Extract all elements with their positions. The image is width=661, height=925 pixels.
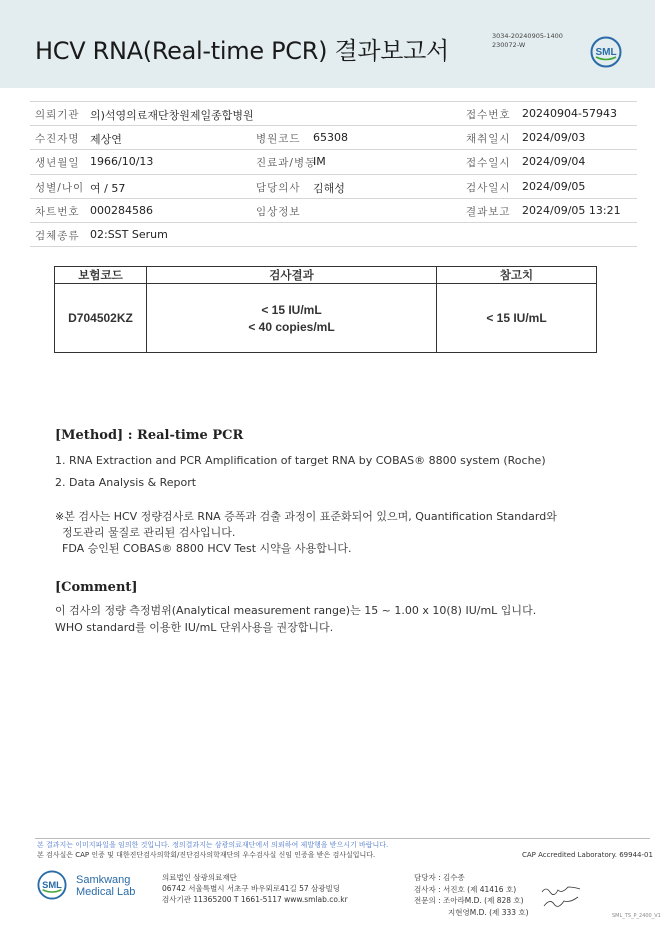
info-label: 성별/나이 [35, 181, 85, 194]
table-row [55, 284, 597, 353]
footer-divider [35, 838, 650, 839]
info-label: 접수번호 [466, 109, 511, 121]
cap-accreditation: CAP Accredited Laboratory. 69944-01 [522, 851, 653, 859]
result-copies: < 40 copies/mL [248, 319, 335, 334]
report-title: HCV RNA(Real-time PCR) 결과보고서 [35, 37, 449, 65]
insurance-code: D704502KZ [55, 284, 147, 353]
document-code-line: 3034-20240905-1400 [492, 32, 563, 40]
info-row [30, 199, 637, 223]
info-value: 2024/09/05 13:21 [522, 203, 621, 217]
method-note: ※본 검사는 HCV 정량검사로 RNA 증폭과 검출 과정이 표준화되어 있으며, Quantification Standard와 [55, 510, 557, 523]
info-label: 병원코드 [256, 133, 301, 146]
comment-line: 이 검사의 정량 측정범위(Analytical measurement range)는 15 ~ 1.00 x 10(8) IU/mL 입니다. [55, 604, 537, 617]
signature-icon [540, 882, 584, 910]
brand-name [76, 874, 135, 898]
method-note: 정도관리 물질로 관리된 검사입니다. [62, 526, 236, 539]
info-value: 2024/09/03 [522, 131, 586, 145]
reference-value: < 15 IU/mL [437, 284, 597, 353]
info-row [30, 126, 637, 150]
brand-line: Samkwang [76, 874, 131, 886]
result-table-header [55, 267, 597, 284]
info-row [30, 101, 637, 126]
info-value: 제상연 [90, 133, 122, 147]
logo-text: SML [42, 879, 62, 890]
address-line: 검사기관 11365200 T 1661-5117 www.smlab.co.kr [162, 895, 348, 904]
info-value: 의)석영의료재단창원제일종합병원 [90, 109, 254, 122]
sml-footer-logo-icon [37, 870, 67, 900]
info-value: 1966/10/13 [90, 155, 154, 169]
column-header: 검사결과 [147, 267, 437, 284]
document-code [492, 32, 563, 50]
info-label: 진료과/병동 [256, 157, 317, 170]
info-value: 2024/09/05 [522, 179, 586, 193]
result-table [54, 266, 597, 353]
comment-line: WHO standard를 이용한 IU/mL 단위사용을 권장합니다. [55, 621, 334, 634]
info-value: IM [313, 155, 326, 169]
info-value: 65308 [313, 131, 348, 145]
footer-staff [414, 872, 529, 918]
info-row [30, 223, 637, 247]
method-title: [Method] : Real-time PCR [55, 428, 244, 443]
address-line: 06742 서울특별시 서초구 바우뫼로41길 57 삼광빌딩 [162, 884, 341, 893]
sml-logo-icon [590, 36, 622, 68]
footer-warning: 본 결과지는 이미지파일을 임의한 것입니다. 정의결과지는 삼광의료재단에서 의뢰하여 제발행을 받으시기 바랍니다. [37, 841, 389, 849]
info-value: 2024/09/04 [522, 155, 586, 169]
info-row [30, 175, 637, 199]
method-item: 1. RNA Extraction and PCR Amplification of target RNA by COBAS® 8800 system (Roche) [55, 454, 546, 467]
info-value: 20240904-57943 [522, 107, 617, 120]
footer-cap-note: 본 검사실은 CAP 인증 및 대한진단검사의학회/진단검사의학재단의 우수검사실 신임 인증을 받은 검사실입니다. [37, 851, 376, 859]
info-value: 여 / 57 [90, 181, 126, 195]
footer-address [162, 872, 348, 905]
result-iu: < 15 IU/mL [261, 302, 322, 317]
info-label: 결과보고 [466, 205, 511, 218]
info-value: 02:SST Serum [90, 227, 168, 241]
logo-text: SML [595, 47, 617, 58]
info-label: 차트번호 [35, 205, 80, 218]
info-label: 생년월일 [35, 157, 80, 170]
info-row [30, 150, 637, 174]
info-value: 김해성 [313, 181, 345, 195]
column-header: 보험코드 [55, 267, 147, 284]
info-label: 검사일시 [466, 181, 511, 194]
staff-line: 지현영M.D. (제 333 호) [448, 907, 529, 917]
comment-title: [Comment] [55, 580, 138, 595]
form-code: SML_TS_P_2400_V1 [612, 913, 661, 919]
column-header: 참고치 [437, 267, 597, 284]
method-item: 2. Data Analysis & Report [55, 476, 197, 489]
test-result [147, 284, 437, 353]
staff-line: 담당자 : 김수종 [414, 873, 465, 882]
patient-info-table [30, 101, 637, 247]
staff-line: 전문의 : 조아라M.D. (제 828 호) [414, 896, 524, 905]
info-label: 담당의사 [256, 181, 301, 194]
info-label: 임상정보 [256, 205, 301, 218]
info-label: 채취일시 [466, 133, 511, 146]
info-label: 의뢰기관 [35, 109, 80, 121]
brand-line: Medical Lab [76, 886, 136, 898]
document-code-line: 230072-W [492, 41, 526, 49]
info-value: 000284586 [90, 203, 153, 217]
info-label: 접수일시 [466, 157, 511, 170]
report-header [0, 0, 655, 88]
staff-line: 검사자 : 서진호 (제 41416 호) [414, 884, 517, 894]
info-label: 검체종류 [35, 229, 80, 242]
address-line: 의료법인 삼광의료재단 [162, 873, 237, 882]
method-note: FDA 승인된 COBAS® 8800 HCV Test 시약을 사용합니다. [62, 542, 352, 555]
info-label: 수진자명 [35, 133, 80, 146]
